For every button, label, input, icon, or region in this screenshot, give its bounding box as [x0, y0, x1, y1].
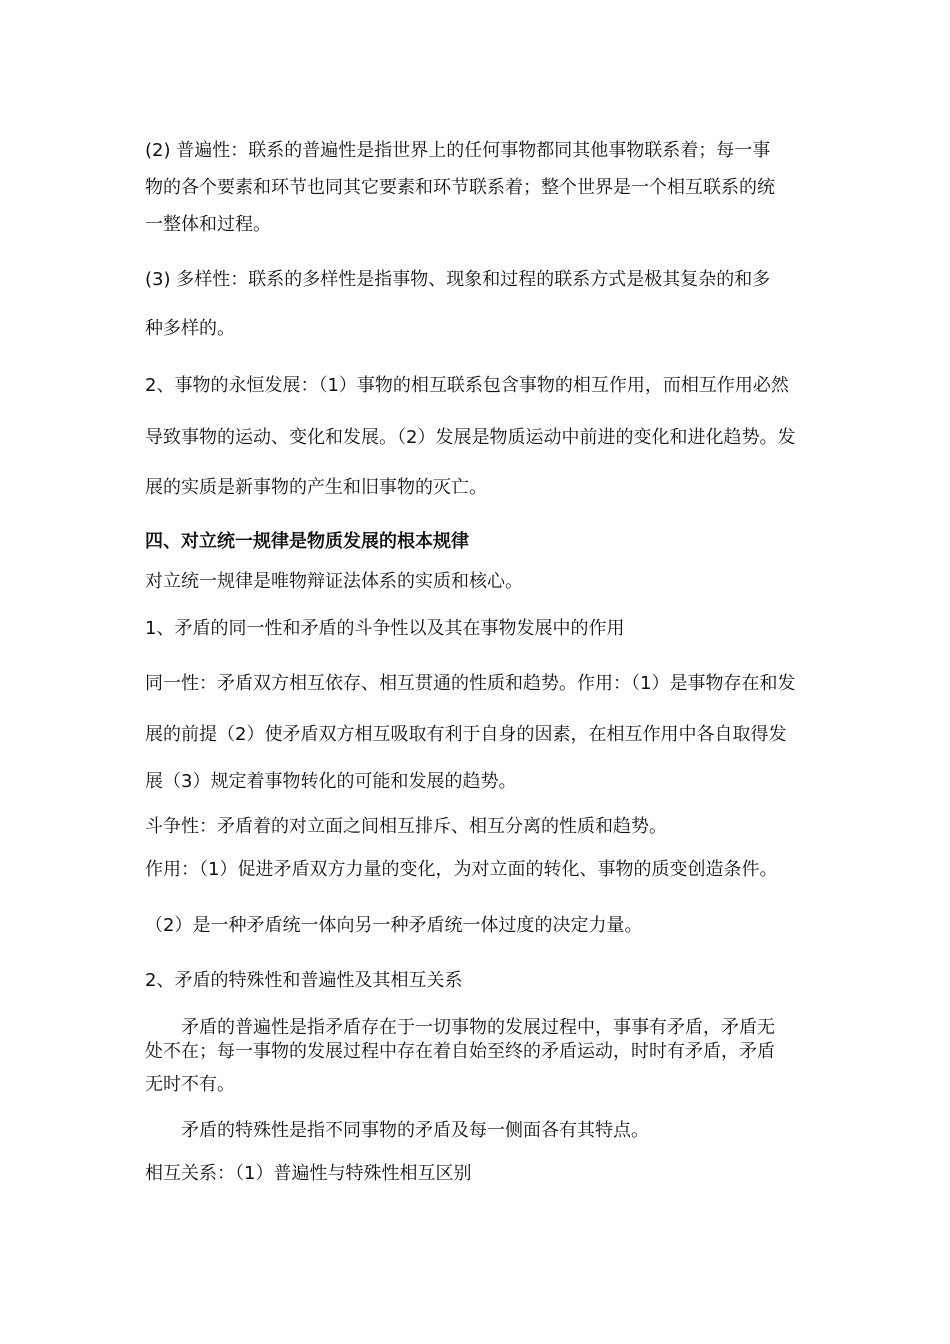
section-heading: 四、对立统一规律是物质发展的根本规律 — [145, 531, 469, 552]
universality-line-1: (2) 普遍性：联系的普遍性是指世界上的任何事物都同其他事物联系着；每一事 — [145, 140, 771, 161]
development-line-2: 导致事物的运动、变化和发展。（2）发展是物质运动中前进的变化和进化趋势。发 — [145, 427, 796, 448]
struggle-text: 斗争性：矛盾着的对立面之间相互排斥、相互分离的性质和趋势。 — [145, 816, 667, 837]
intro-text: 对立统一规律是唯物辩证法体系的实质和核心。 — [145, 571, 523, 592]
subsection-2-title: 2、矛盾的特殊性和普遍性及其相互关系 — [145, 970, 463, 991]
identity-line-2: 展的前提（2）使矛盾双方相互吸取有利于自身的因素，在相互作用中各自取得发 — [145, 724, 787, 745]
development-line-3: 展的实质是新事物的产生和旧事物的灭亡。 — [145, 477, 487, 498]
universality-line-2: 物的各个要素和环节也同其它要素和环节联系着；整个世界是一个相互联系的统 — [145, 177, 775, 198]
diversity-line-2: 种多样的。 — [145, 318, 235, 339]
subsection-1-title: 1、矛盾的同一性和矛盾的斗争性以及其在事物发展中的作用 — [145, 618, 625, 639]
relationship-text: 相互关系：（1）普遍性与特殊性相互区别 — [145, 1163, 472, 1184]
universality-contradiction-line-3: 无时不有。 — [145, 1074, 235, 1095]
particularity-text: 矛盾的特殊性是指不同事物的矛盾及每一侧面各有其特点。 — [145, 1120, 649, 1141]
development-line-1: 2、事物的永恒发展：（1）事物的相互联系包含事物的相互作用，而相互作用必然 — [145, 375, 789, 396]
universality-contradiction-line-2: 处不在；每一事物的发展过程中存在着自始至终的矛盾运动，时时有矛盾，矛盾 — [145, 1041, 775, 1062]
effect-line-1: 作用：（1）促进矛盾双方力量的变化，为对立面的转化、事物的质变创造条件。 — [145, 859, 778, 880]
effect-line-2: （2）是一种矛盾统一体向另一种矛盾统一体过度的决定力量。 — [145, 915, 643, 936]
identity-line-1: 同一性：矛盾双方相互依存、相互贯通的性质和趋势。作用：（1）是事物存在和发 — [145, 673, 796, 694]
universality-line-3: 一整体和过程。 — [145, 214, 271, 235]
diversity-line-1: (3) 多样性：联系的多样性是指事物、现象和过程的联系方式是极其复杂的和多 — [145, 269, 771, 290]
universality-contradiction-line-1: 矛盾的普遍性是指矛盾存在于一切事物的发展过程中，事事有矛盾，矛盾无 — [145, 1017, 775, 1038]
identity-line-3: 展（3）规定着事物转化的可能和发展的趋势。 — [145, 771, 517, 792]
